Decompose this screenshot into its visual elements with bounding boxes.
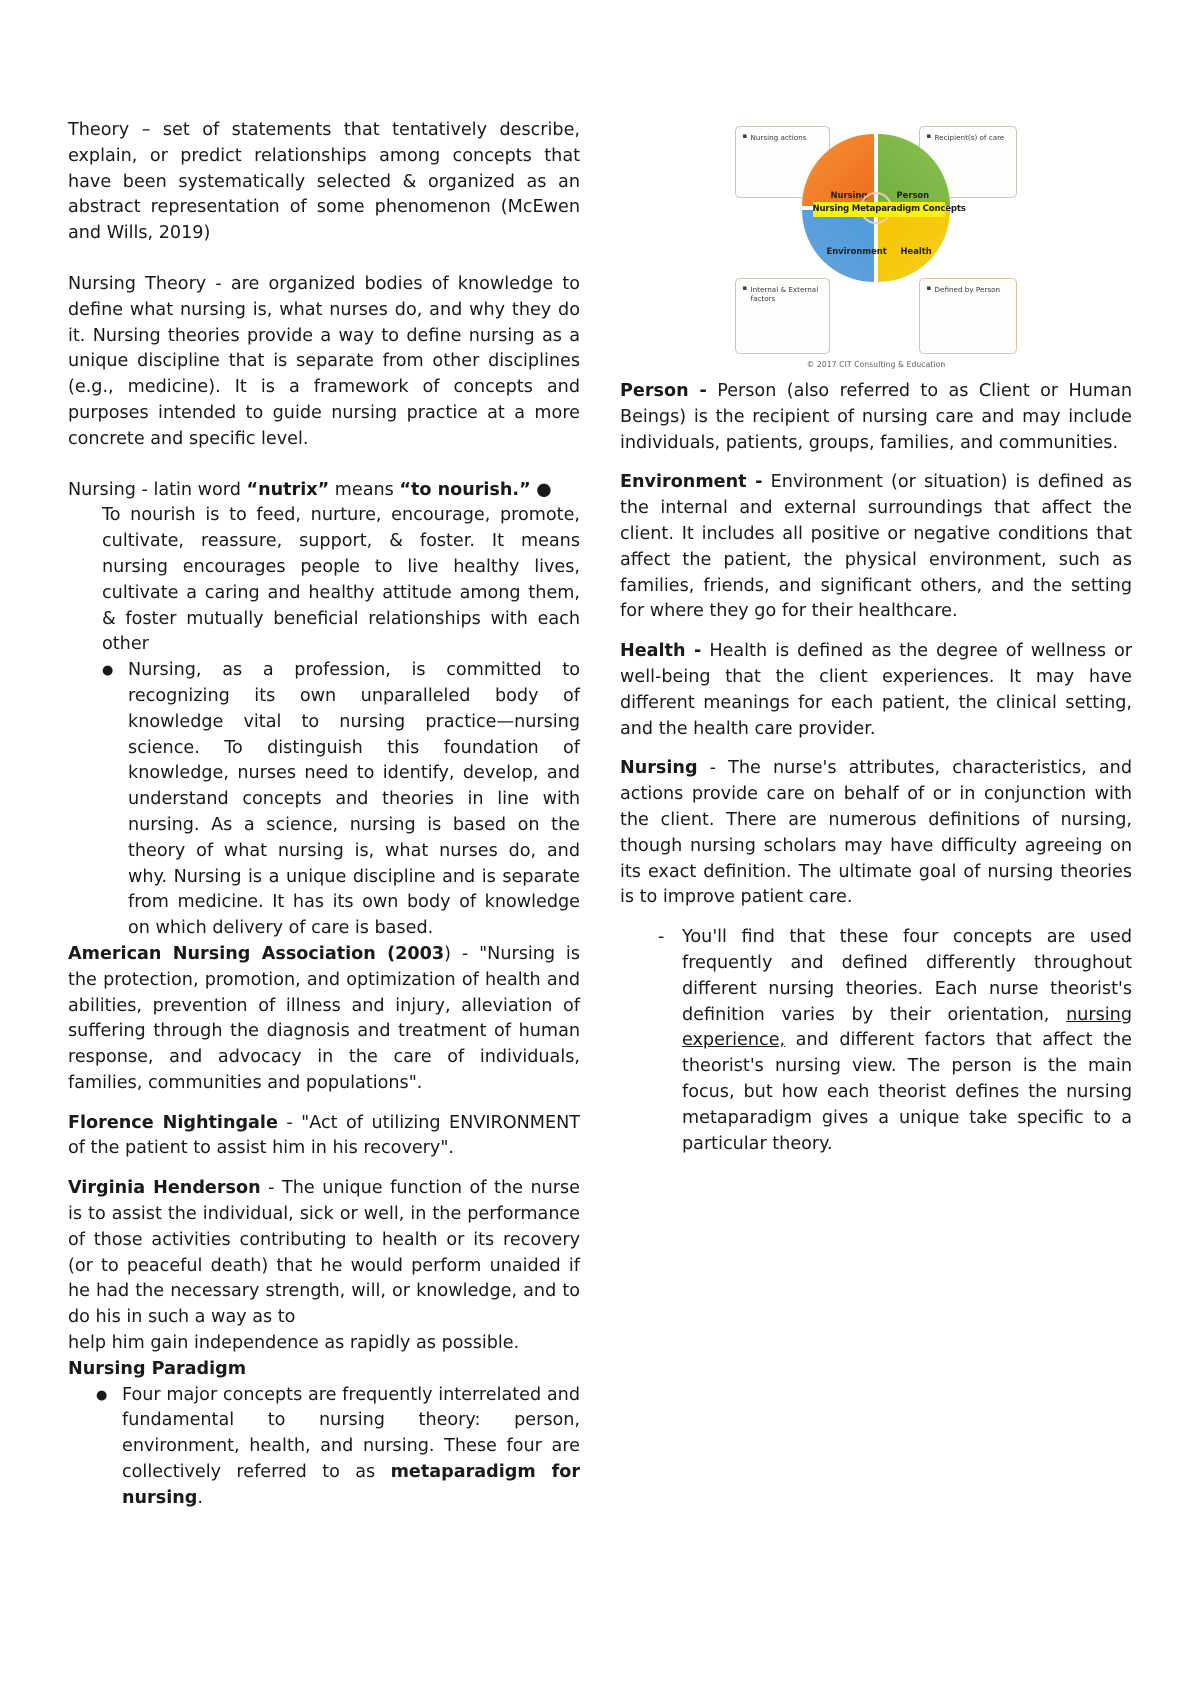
callout-recipient-of-care-text: ▪ Recipient(s) of care [927,133,1011,142]
health-text: Health is defined as the degree of wellness or well-being that the client experiences. It may have different meanings for each patient, the clinical setting, and the health care provider. [620,641,1132,739]
health-definition-paragraph [620,639,1132,742]
paradigm-text-part-1: Four major concepts are frequently interrelated and fundamental to nursing theory: person, environment, health, and nursing. These four are collectively referred to as [122,1384,580,1483]
nightingale-text: - "Act of utilizing ENVIRONMENT of the patient to assist him in his recovery". [68,1112,580,1159]
person-label: Person - [620,381,707,401]
paradigm-four-concepts-bullet [96,1383,580,1512]
callout-nursing-actions-text: ▪ Nursing actions [743,133,824,142]
pie-label-health: Health [900,246,932,256]
callout-defined-by-person-text: ▪ Defined by Person [927,285,1011,294]
nursing-theory-paragraph: Nursing Theory - are organized bodies of knowledge to define what nursing is, what nurses do, and why they do it. Nursing theories provide a way to define nursing as a unique discipline that is separate from other disciplines (e.g., medicine). It is a framework of concepts and purposes intended to guide nursing practice at a more concrete and specific level. [68,273,580,449]
henderson-paragraph [68,1176,580,1331]
henderson-continuation: help him gain independence as rapidly as possible. [68,1333,520,1354]
bullet-icon: ● [102,663,114,679]
ana-heading: American Nursing Association (2003 [68,943,445,964]
nursing-etymology-lead [68,478,580,504]
callout-internal-external-factors [735,278,830,354]
nourish-description: To nourish is to feed, nurture, encourage, promote, cultivate, reassure, support, & foster. It means nursing encourages people to live healthy lives, cultivate a caring and healthy attitude among them, & foster mutually beneficial relationships with each other [102,505,580,655]
pie-label-environment: Environment [826,246,887,256]
closing-text-part-1: You'll find that these four concepts are used frequently and defined differently throughout different nursing theories. Each nurse theorist's definition varies by their orientation, [682,927,1132,1025]
ana-body: ) - "Nursing is the protection, promotion, and optimization of health and abilities, prevention of illness and injury, alleviation of suffering through the diagnosis and treatment of human response, and advocacy in the care of individuals, families, communities and populations". [68,943,580,1093]
paradigm-text-part-3: . [197,1487,203,1508]
etymology-to-nourish: “to nourish.” [399,479,531,500]
closing-text-part-3: and different factors that affect the theorist's nursing view. The person is the main focus, but how each theorist defines the nursing metaparadigm gives a unique take specific to a particular theory. [682,1030,1132,1154]
person-text: Person (also referred to as Client or Human Beings) is the recipient of nursing care and may include individuals, patients, groups, families, and communities. [620,381,1133,453]
dash-marker-icon: - [658,927,665,948]
metaparadigm-bold: metaparadigm for nursing [122,1462,580,1508]
health-label: Health - [620,641,702,662]
spacer [620,911,1132,925]
nursing-text: - The nurse's attributes, characteristics, and actions provide care on behalf of or in conjunction with the client. There are numerous definitions of nursing, though nursing scholars may have difficulty agreeing on its exact definition. The ultimate goal of nursing theories is to improve patient care. [620,758,1132,908]
pie-center-band-label: Nursing Metaparadigm Concepts [813,202,945,217]
spacer [68,1162,580,1176]
person-definition-paragraph [620,379,1132,456]
figure-canvas [729,118,1024,358]
etymology-middle: means [329,479,400,500]
nursing-paradigm-heading-text: Nursing Paradigm [68,1358,247,1379]
etymology-prefix: Nursing - latin word [68,479,247,500]
henderson-name: Virginia Henderson [68,1178,261,1199]
spacer [620,742,1132,756]
nursing-paradigm-heading [68,1357,580,1383]
spacer [620,625,1132,639]
figure-credit: © 2017 CIT Consulting & Education [806,360,946,369]
closing-dash-paragraph [656,925,1132,1157]
environment-definition-paragraph [620,470,1132,625]
nursing-label: Nursing [620,758,698,779]
two-column-body [68,118,1132,1518]
nightingale-paragraph [68,1111,580,1163]
bullet-icon: ● [96,1387,108,1403]
nursing-profession-bullet [102,658,580,942]
environment-label: Environment - [620,472,763,493]
ana-definition-paragraph [68,942,580,1097]
inline-bullet-icon: ● [536,479,552,500]
environment-text: Environment (or situation) is defined as the internal and external surroundings that affect the client. It includes all positive or negative conditions that affect the patient, the physical environment, such as families, friends, and significant others, and the setting for where they go for their healthcare. [620,472,1132,622]
henderson-text: - The unique function of the nurse is to assist the individual, sick or well, in the performance of those activities contributing to health or its recovery (or to peaceful death) that he would perform unaided if he had the necessary strength, will, or knowledge, and to do his in such a way as to [68,1178,580,1328]
nursing-metaparadigm-figure [729,118,1024,369]
spacer [68,1097,580,1111]
nightingale-name: Florence Nightingale [68,1112,278,1133]
pie-label-nursing: Nursing [830,190,868,200]
closing-underlined-phrase: nursing experience, [682,1004,1132,1051]
callout-defined-by-person [919,278,1017,354]
spacer [68,247,580,272]
nursing-definition-paragraph [620,756,1132,911]
theory-definition-paragraph: Theory – set of statements that tentatively describe, explain, or predict relationships among concepts that have been systematically selected & organized as an abstract representation of some phenomenon (McEwen and Wills, 2019) [68,120,580,244]
spacer [68,453,580,478]
spacer [620,456,1132,470]
nursing-profession-text: Nursing, as a profession, is committed to recognizing its own unparalleled body of knowledge vital to nursing practice—nursing science. To distinguish this foundation of knowledge, nurses need to identify, develop, and understand concepts and theories in line with nursing. As a science, nursing is based on the theory of what nursing is, what nurses do, and why. Nursing is a unique discipline and is separate from medicine. It has its own body of knowledge on which delivery of care is based. [128,660,580,939]
callout-internal-external-factors-text: ▪ Internal & External factors [743,285,824,304]
etymology-nutrix: “nutrix” [246,479,330,500]
pie-label-person: Person [896,190,930,200]
